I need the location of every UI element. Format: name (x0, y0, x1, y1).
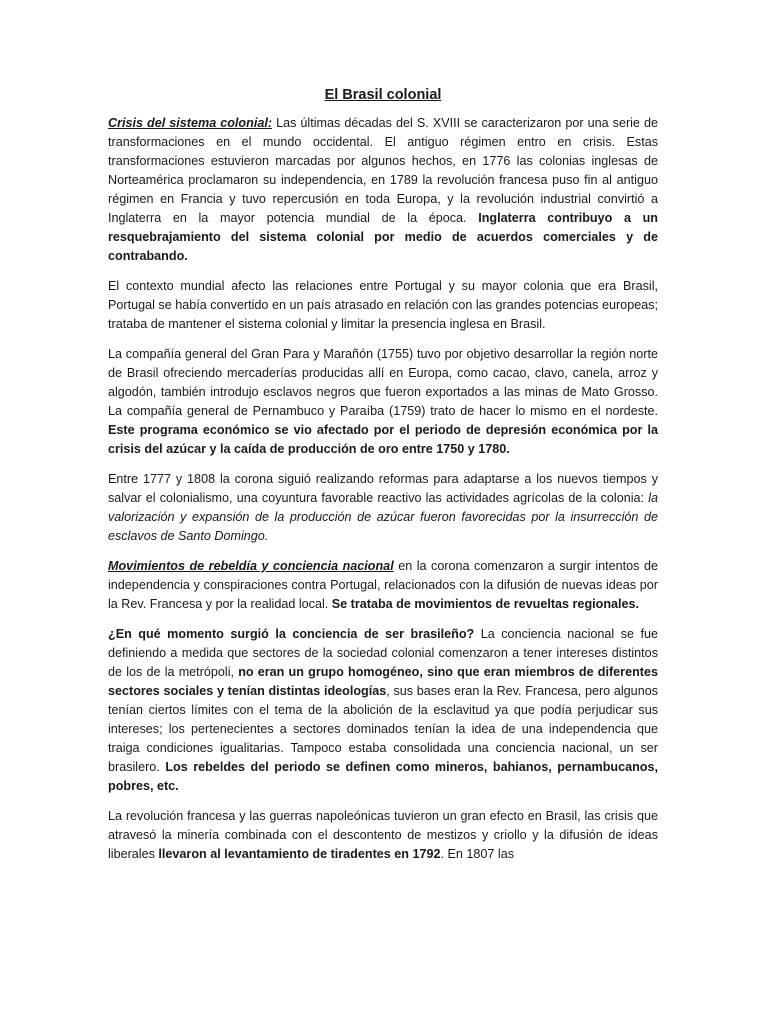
section-heading-movimientos: Movimientos de rebeldía y conciencia nacional (108, 559, 394, 573)
paragraph-reformas (108, 470, 658, 546)
bold-text: Los rebeldes del periodo se definen como mineros, bahianos, pernambucanos, pobres, etc. (108, 760, 658, 793)
paragraph-text: Las últimas décadas del S. XVIII se caracterizaron por una serie de transformaciones en el mundo occidental. El antiguo régimen entro en crisis. Estas transformaciones estuvieron marcadas por algunos hechos, en 1776 las colonias inglesas de Norteamérica proclamaron su independencia, en 1789 la revolución francesa puso fin al antiguo régimen en Francia y tuvo repercusión en toda Europa, y la revolución industrial convirtió a Inglaterra en la mayor potencia mundial de la época. (108, 116, 658, 225)
paragraph-text: La compañía general del Gran Para y Marañón (1755) tuvo por objetivo desarrollar la región norte de Brasil ofreciendo mercaderías producidas allí en Europa, como cacao, clavo, canela, arroz y algodón, también introdujo esclavos negros que fueron exportados a las minas de Mato Grosso. La compañía general de Pernambuco y Paraíba (1759) trato de hacer lo mismo en el nordeste. (108, 347, 658, 418)
paragraph-text: en la corona comenzaron a surgir intentos de independencia y conspiraciones contra Portugal, relacionados con la difusión de nuevas ideas por la Rev. Francesa y por la realidad local. (108, 559, 658, 611)
paragraph-compania (108, 345, 658, 459)
bold-text: Se trataba de movimientos de revueltas regionales. (331, 597, 640, 611)
bold-text: Inglaterra contribuyo a un resquebrajamiento del sistema colonial por medio de acuerdos comerciales y de contrabando. (108, 211, 658, 263)
paragraph-movimientos (108, 557, 658, 614)
bold-question: ¿En qué momento surgió la conciencia de ser brasileño? (108, 627, 475, 641)
paragraph-crisis (108, 114, 658, 266)
italic-text: la valorización y expansión de la producción de azúcar fueron favorecidas por la insurrección de esclavos de Santo Domingo. (108, 491, 658, 543)
paragraph-text: , sus bases eran la Rev. Francesa, pero algunos tenían ciertos límites con el tema de la abolición de la esclavitud ya que podía perjudicar sus intereses; los pertenecientes a sectores dominados tenían la idea de una independencia que traiga condiciones igualitarias. Tampoco estaba consolidada una conciencia nacional, un ser brasilero. (108, 684, 658, 774)
bold-text: Este programa económico se vio afectado por el periodo de depresión económica por la crisis del azúcar y la caída de producción de oro entre 1750 y 1780. (108, 423, 658, 456)
paragraph-text: La revolución francesa y las guerras napoleónicas tuvieron un gran efecto en Brasil, las crisis que atravesó la minería combinada con el descontento de mestizos y criollo y la difusión de ideas liberales (108, 809, 658, 861)
paragraph-revolucion (108, 807, 658, 864)
section-heading-crisis: Crisis del sistema colonial: (108, 116, 273, 130)
paragraph-contexto (108, 277, 658, 334)
paragraph-text: . En 1807 las (440, 847, 514, 861)
paragraph-text: La conciencia nacional se fue definiendo a medida que sectores de la sociedad colonial comenzaron a tener intereses distintos de los de la metrópoli, (108, 627, 658, 679)
paragraph-text: El contexto mundial afecto las relaciones entre Portugal y su mayor colonia que era Brasil, Portugal se había convertido en un país atrasado en relación con las grandes potencias europeas; trataba de mantener el sistema colonial y limitar la presencia inglesa en Brasil. (108, 279, 658, 331)
page-title: El Brasil colonial (324, 87, 442, 103)
bold-text: no eran un grupo homogéneo, sino que eran miembros de diferentes sectores sociales y tenían distintas ideologías (108, 665, 658, 698)
bold-text: llevaron al levantamiento de tiradentes en 1792 (158, 847, 441, 861)
paragraph-text: Entre 1777 y 1808 la corona siguió realizando reformas para adaptarse a los nuevos tiempos y salvar el colonialismo, una coyuntura favorable reactivo las actividades agrícolas de la colonia: (108, 472, 658, 505)
document-page (108, 84, 658, 875)
paragraph-conciencia (108, 625, 658, 796)
